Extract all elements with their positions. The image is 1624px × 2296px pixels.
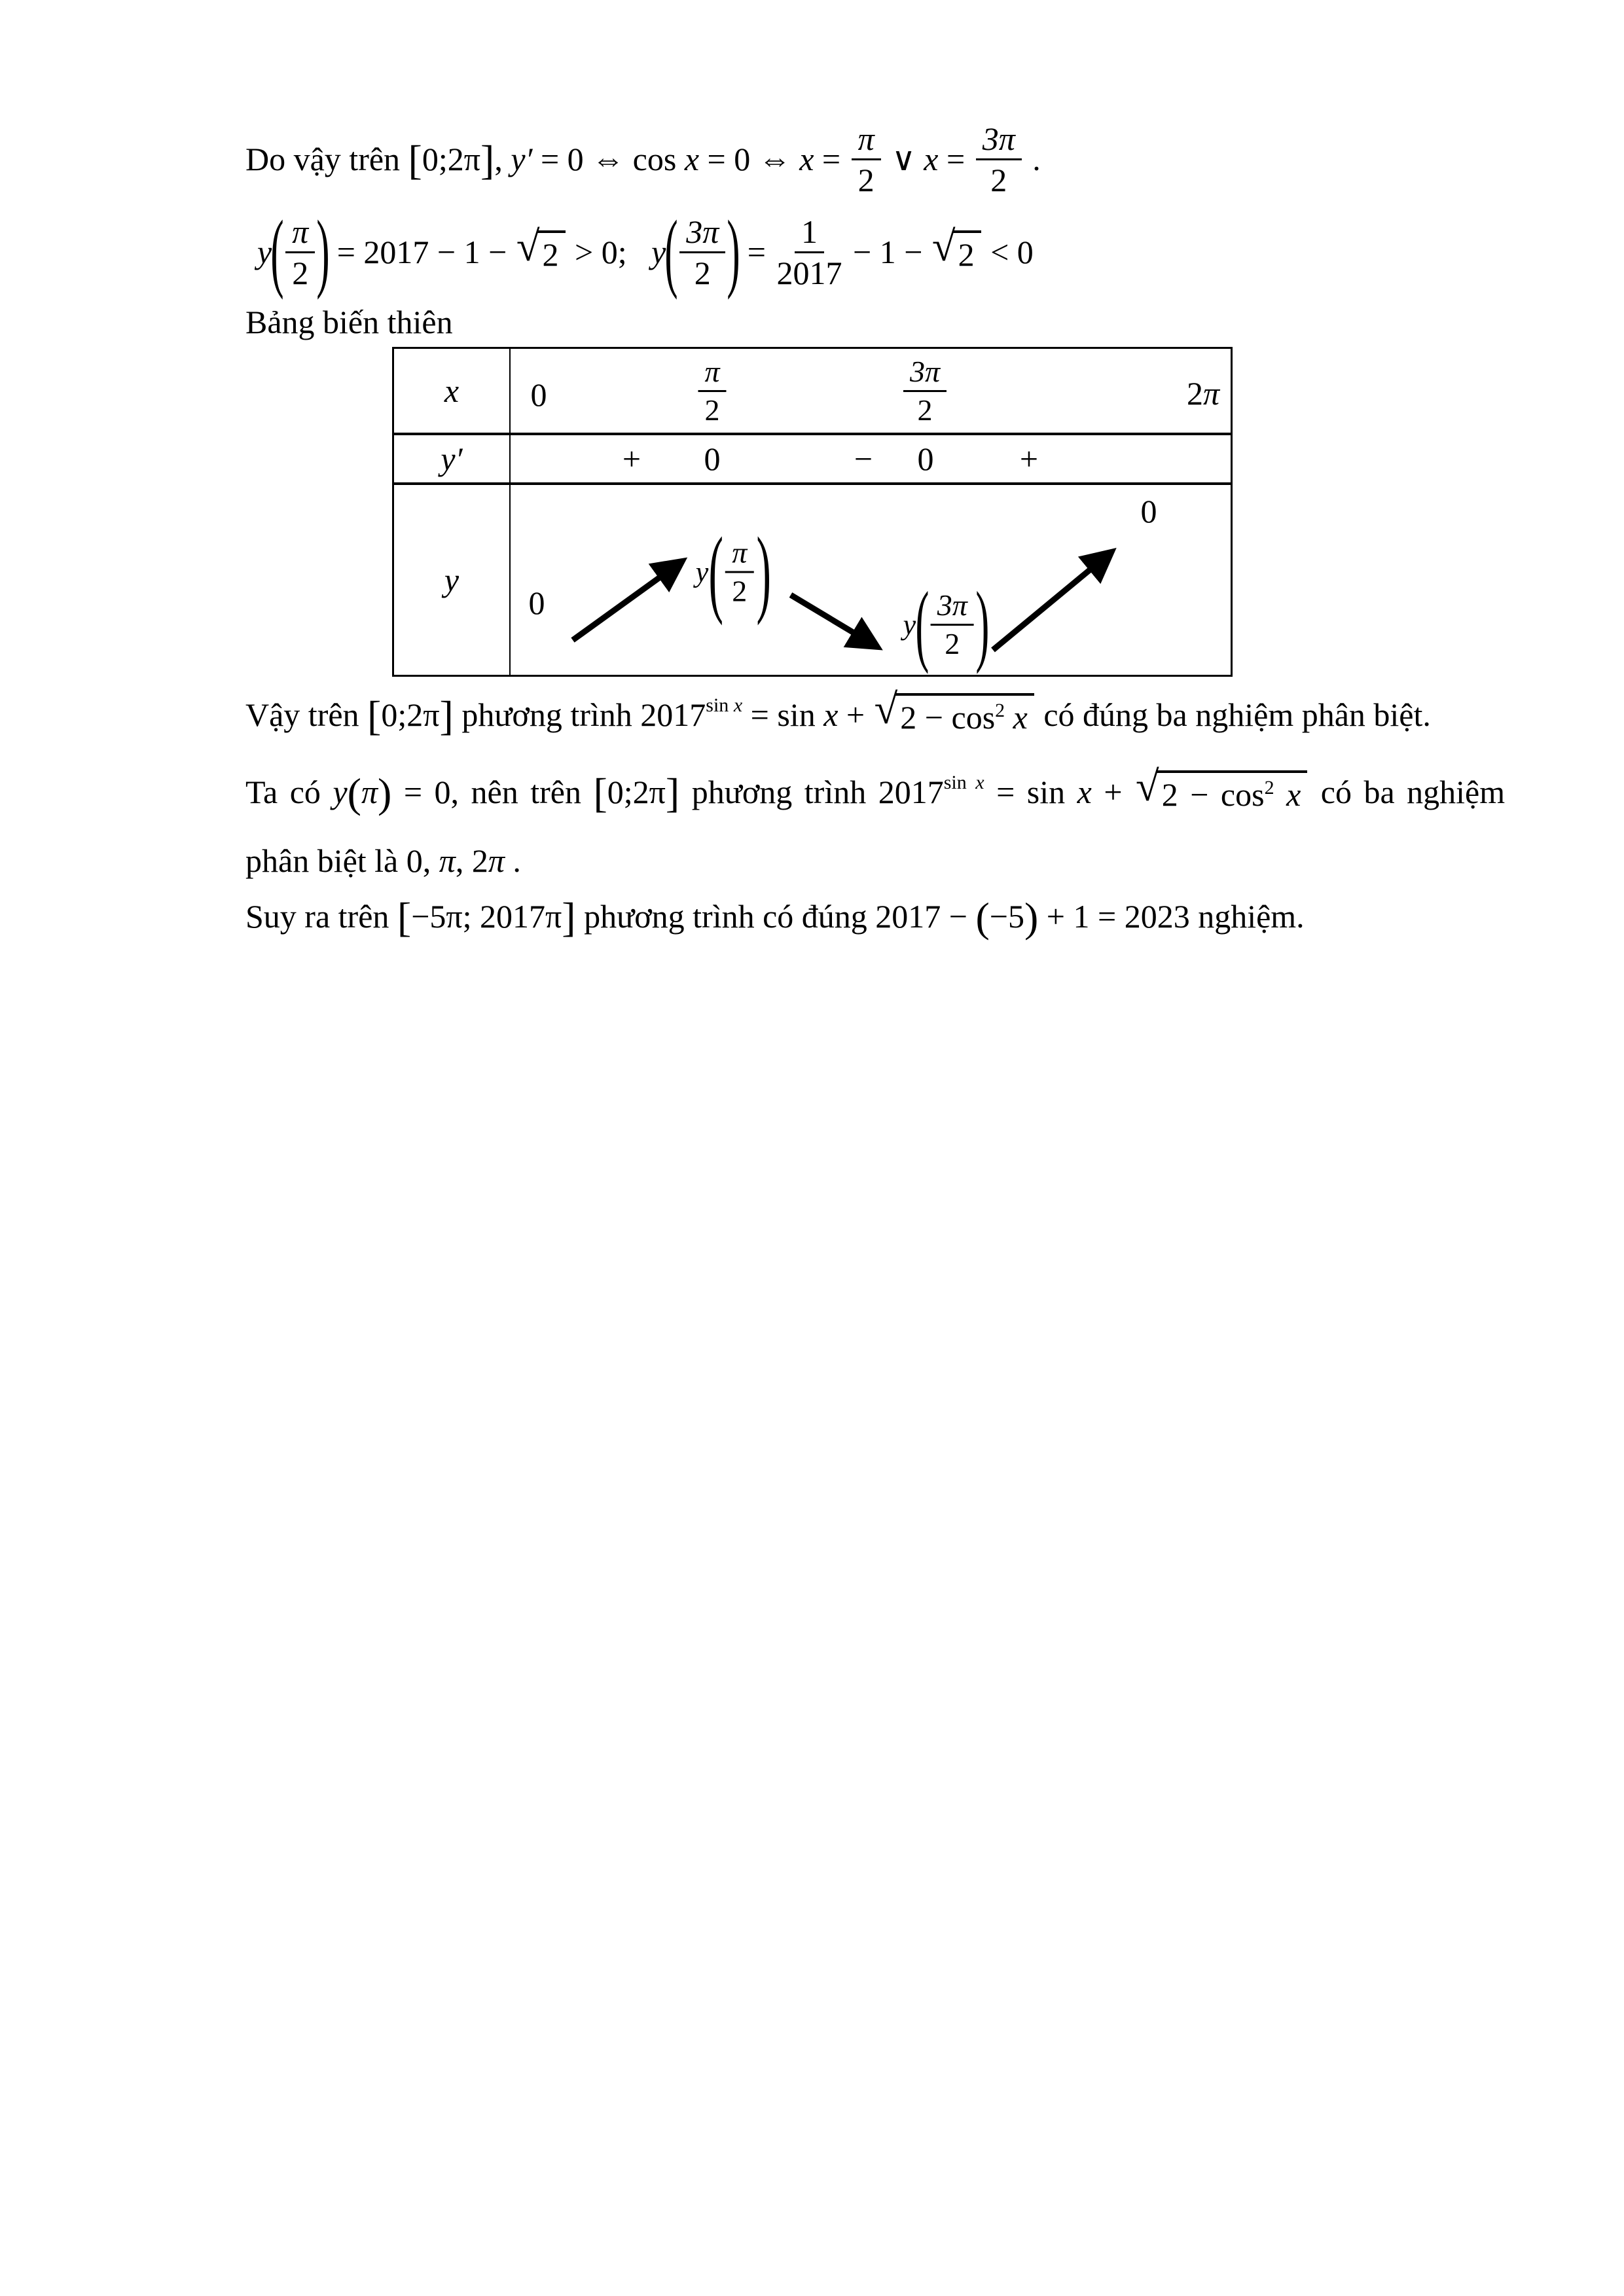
math-run: = 2017 − 1 − [329, 234, 515, 270]
sign: + [1019, 440, 1039, 477]
numerator: π [725, 536, 753, 573]
denominator: 2 [732, 574, 748, 608]
left-bracket: [ [593, 769, 607, 816]
sign: 0 [704, 440, 721, 477]
y-end-value [1141, 492, 1157, 530]
text-run: , 2 [455, 842, 488, 879]
table-row-y [394, 482, 1231, 675]
numerator: 3π [903, 355, 947, 392]
left-paren: ( [270, 203, 284, 301]
text-run: . [504, 842, 521, 879]
radical-sign: √ [874, 686, 898, 733]
denominator: 2 [292, 254, 309, 291]
section-heading [245, 302, 453, 342]
square-root [1136, 763, 1307, 814]
denominator: 2 [704, 393, 720, 427]
text-run: phương trình [453, 696, 641, 733]
var-pi: π [439, 842, 456, 879]
math-run: −5 [989, 898, 1024, 935]
sign-plus [623, 440, 641, 478]
value: 0 [528, 584, 545, 621]
right-paren: ) [727, 203, 740, 301]
text-run: có ba nghiệm [1308, 774, 1506, 810]
table-row-x [394, 349, 1231, 433]
math-run: = 0 [391, 774, 451, 810]
interval-content: 0;2π [422, 141, 480, 177]
exponent: 2 [995, 700, 1005, 721]
sign-plus [1020, 440, 1038, 478]
numerator: 3π [679, 213, 725, 253]
var-y: y [257, 234, 272, 270]
text-run: , nên trên [450, 774, 594, 810]
right-paren: ) [1024, 893, 1039, 941]
fraction-1-over-2017 [777, 213, 842, 291]
denominator: 2 [945, 626, 960, 660]
math-run: = [938, 141, 973, 177]
math-run: > 0; [566, 234, 652, 270]
math-run: < 0 [982, 234, 1034, 270]
interval-content: 0;2π [381, 696, 440, 733]
sin: sin [706, 694, 734, 716]
right-bracket: ] [562, 893, 576, 941]
sign: + [622, 440, 641, 477]
value: 0 [530, 376, 547, 413]
var-x: x [684, 141, 700, 177]
math-run: = [739, 234, 774, 270]
left-paren: ( [708, 517, 723, 626]
sign-minus [854, 440, 873, 478]
x-value-0 [531, 376, 547, 414]
math-run: 2 − cos [1161, 776, 1265, 813]
var-x: x [823, 696, 839, 733]
variation-table [392, 347, 1233, 677]
line-final-answer [245, 887, 1305, 946]
power-2017-sinx [878, 773, 984, 811]
row-header-x [394, 349, 511, 433]
left-paren: ( [914, 573, 929, 675]
right-paren: ) [378, 769, 392, 816]
text-run: , [494, 141, 511, 177]
interval-content: 0;2π [607, 774, 666, 810]
fraction-3pi-over-2 [931, 588, 974, 660]
heading-text: Bảng biến thiên [245, 304, 453, 340]
row-label: x [444, 372, 460, 409]
right-bracket: ] [439, 692, 454, 739]
var-pi: π [488, 842, 505, 879]
line-y-pi-zero [245, 759, 1505, 825]
fraction [698, 355, 726, 427]
left-bracket: [ [367, 692, 382, 739]
power-2017-sinx [640, 696, 742, 734]
row-y-prime-values [511, 435, 1231, 482]
var-x: x [733, 694, 743, 716]
left-bracket: [ [408, 136, 422, 183]
math-run: ∨ [883, 141, 924, 177]
sin: sin [943, 772, 976, 793]
math-run: = [814, 141, 849, 177]
sign: − [854, 440, 873, 477]
radicand: 2 [537, 230, 566, 274]
right-bracket: ] [665, 769, 680, 816]
exponent: 2 [1264, 777, 1274, 798]
base: 2017 [640, 696, 706, 733]
math-run: = 0 ⇔ [699, 141, 800, 177]
denominator: 2 [694, 254, 711, 291]
radicand: 2 [953, 230, 981, 274]
right-paren: ) [975, 573, 990, 675]
decrease-arrow [791, 595, 876, 646]
math-run: = 0 ⇔ cos [532, 141, 685, 177]
row-label: y′ [441, 440, 463, 477]
text-run: Ta có [245, 774, 333, 810]
numerator: 3π [931, 588, 974, 626]
line-distinct-roots [245, 839, 521, 882]
sign-zero [918, 440, 934, 478]
var-pi: π [361, 774, 378, 810]
increase-arrow [993, 553, 1110, 650]
fraction [903, 355, 947, 427]
math-run: 2017 − [875, 898, 976, 935]
var-x: x [975, 772, 984, 793]
table-row-y-prime [394, 433, 1231, 482]
math-run: = sin [984, 774, 1077, 810]
x-value-3pi-over-2 [901, 355, 949, 427]
interval-content: −5π; 2017π [411, 898, 562, 935]
denominator: 2017 [776, 254, 842, 291]
text-run: có đúng ba nghiệm phân biệt. [1035, 696, 1431, 733]
var-y: y [695, 556, 709, 588]
denominator: 2 [917, 393, 933, 427]
text-run: phương trình [679, 774, 878, 810]
text-run: Suy ra trên [245, 898, 397, 935]
var-x: x [799, 141, 814, 177]
left-paren: ( [664, 203, 678, 301]
value-pi: π [1202, 375, 1220, 412]
right-paren: ) [316, 203, 330, 301]
math-run: + 1 = 2023 [1038, 898, 1190, 935]
math-run: + [838, 696, 873, 733]
monotonicity-arrows [511, 485, 1235, 675]
numerator: π [698, 355, 726, 392]
numerator: 3π [976, 120, 1022, 160]
math-run: − 1 − [844, 234, 931, 270]
var-y: y [333, 774, 348, 810]
exponent [944, 772, 984, 793]
x-value-2pi [1187, 374, 1219, 412]
numerator: π [285, 213, 315, 253]
denominator: 2 [857, 161, 875, 198]
square-root [931, 223, 981, 274]
var-x: x [1274, 776, 1301, 813]
y-max-label [695, 517, 771, 626]
line-conclusion-three-roots [245, 686, 1431, 744]
var-y: y [651, 234, 666, 270]
x-value-pi-over-2 [695, 355, 729, 427]
sign-zero [704, 440, 721, 478]
var-y: y [903, 608, 916, 641]
right-paren: ) [756, 517, 771, 626]
numerator: π [852, 120, 881, 160]
square-root [874, 686, 1034, 736]
line-function-values [257, 191, 1034, 313]
row-x-values [511, 349, 1231, 433]
base: 2017 [878, 774, 944, 810]
right-bracket: ] [480, 136, 495, 183]
text-run: . [1024, 141, 1041, 177]
row-header-y [394, 485, 511, 675]
fraction-pi-over-2 [285, 213, 315, 291]
text-run: Vậy trên [245, 696, 368, 733]
row-header-y-prime [394, 435, 511, 482]
y-prime: y′ [511, 141, 533, 177]
left-bracket: [ [397, 893, 412, 941]
denominator: 2 [990, 161, 1007, 198]
fraction-pi-over-2 [852, 120, 881, 198]
text-run: nghiệm. [1189, 898, 1305, 935]
math-run: 2 − cos [900, 699, 996, 736]
exponent [706, 694, 742, 716]
row-y-values [511, 485, 1231, 675]
fraction-3pi-over-2 [679, 213, 725, 291]
fraction-pi-over-2 [725, 536, 753, 608]
left-paren: ( [975, 893, 990, 941]
value: 2 [1186, 375, 1203, 412]
var-x: x [924, 141, 939, 177]
row-label: y [444, 562, 460, 598]
var-x: x [1077, 774, 1092, 810]
increase-arrow [573, 562, 681, 640]
text-run: phân biệt là 0, [245, 842, 439, 879]
text-run: phương trình có đúng [575, 898, 876, 935]
math-run: = sin [742, 696, 824, 733]
radical-sign: √ [931, 223, 956, 270]
radical-sign: √ [516, 223, 540, 270]
square-root [516, 223, 566, 274]
numerator: 1 [795, 213, 824, 253]
radicand [1157, 770, 1308, 814]
math-run: + [1091, 774, 1135, 810]
fraction-3pi-over-2 [976, 120, 1022, 198]
value: 0 [1140, 493, 1157, 529]
left-paren: ( [347, 769, 361, 816]
var-x: x [1005, 699, 1028, 736]
y-start-value [529, 584, 545, 622]
radicand [895, 693, 1034, 736]
radical-sign: √ [1136, 763, 1159, 810]
text-run: Do vậy trên [245, 141, 408, 177]
y-min-label [903, 573, 990, 675]
sign: 0 [917, 440, 934, 477]
